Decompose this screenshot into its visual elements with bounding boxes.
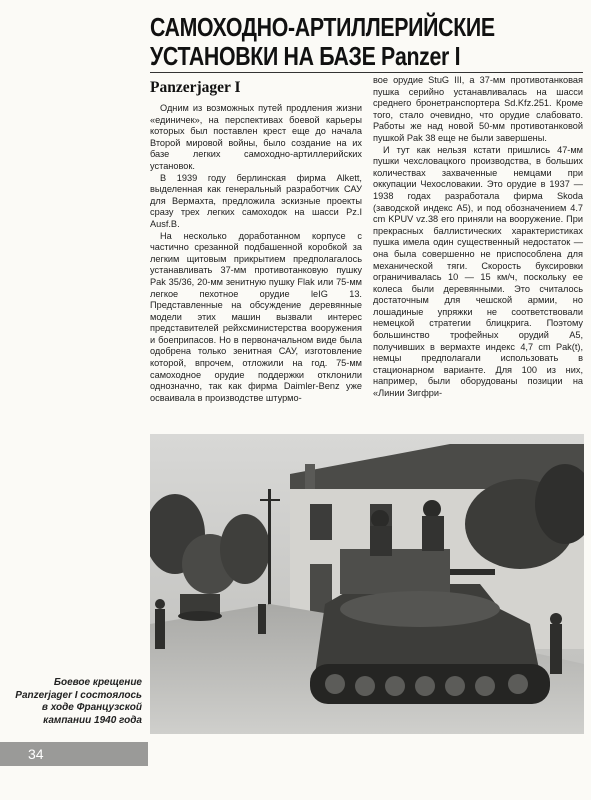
text-column-right [373, 75, 583, 425]
paragraph: В 1939 году берлинская фирма Alkett, выделенная как генеральный разработчик САУ для Вермахта, предложила эскизные проекты сразу трех легких самоходок на шасси Pz.I Ausf.B. [150, 172, 362, 229]
page-number-tab [0, 742, 148, 766]
headline-line-1: САМОХОДНО-АРТИЛЛЕРИЙСКИЕ [150, 12, 495, 42]
paragraph: вое орудие StuG III, а 37-мм противотанковая пушка серийно устанавливалась на шасси среднего бронетранспортера Sd.Kfz.251. Кроме того, стало очевидно, что орудие слабовато. Работы же над новой 50-мм противотанковой пушкой Pak 38 еще не были завершены. [373, 75, 583, 143]
paragraph: На несколько доработанном корпусе с частично срезанной подбашенной коробкой за легким щитовым прикрытием предполагалось устанавливать 37-мм противотанковую пушку Pak 35/36, 20-мм зенитную пушку Flak или 75-мм легкое пехотное орудие leIG 13. Представленные на обсуждение деревянные модели этих машин вызвали интерес представителей рейхсминистерства вооружения и боеприпасов. Но в первоначальном виде была одобрена только зенитная САУ, изготовление которой, впрочем, отложили на год. 75-мм самоходное орудие поддержки отклонили однозначно, так как фирма Daimler-Benz уже осваивала в производстве штурмо- [150, 230, 362, 403]
paragraph: И тут как нельзя кстати пришлись 47-мм пушки чехсловацкого производства, в больших количествах захваченные немцами при оккупации Чехословакии. Это орудие в 1937 — 1938 годах разработала фирма Skoda (заводской индекс A5), и под обозначением 4.7 cm KPUV vz.38 его приняли на вооружение. При прекрасных баллистических характеристиках пушка имела один существенный недостаток — она была совершенно не приспособлена для механической тяги. Скорость буксировки ограничивалась 10 — 15 км/ч, поскольку ее колеса были деревянными. Это считалось достаточным для чешской армии, но лошадиные упряжки не соответствовали немецкой стратегии блицкрига. Поэтому большинство трофейных орудий A5, получивших в вермахте индекс 4,7 cm Pak(t), немцы предполагали использовать в стационарном варианте. Для 100 из них, например, были оборудованы позиции на «Линии Зигфри- [373, 144, 583, 399]
text-column-left [150, 75, 362, 425]
headline-rule [150, 72, 583, 73]
paragraph: Одним из возможных путей продления жизни «единичек», на перспективах боевой карьеры которых был поставлен крест еще до начала Второй мировой войны, было создание на их базе легких самоходно-артиллерийских установок. [150, 103, 362, 171]
photo-panzerjager [150, 434, 584, 734]
photo-caption: Боевое крещение Panzerjager I состоялось в ходе Французской кампании 1940 года [15, 677, 142, 726]
article-headline [150, 13, 503, 71]
headline-line-2: УСТАНОВКИ НА БАЗЕ Panzer I [150, 41, 461, 71]
page-number: 34 [28, 746, 44, 762]
section-title: Panzerjager I [150, 79, 241, 96]
photo-image [150, 434, 584, 734]
